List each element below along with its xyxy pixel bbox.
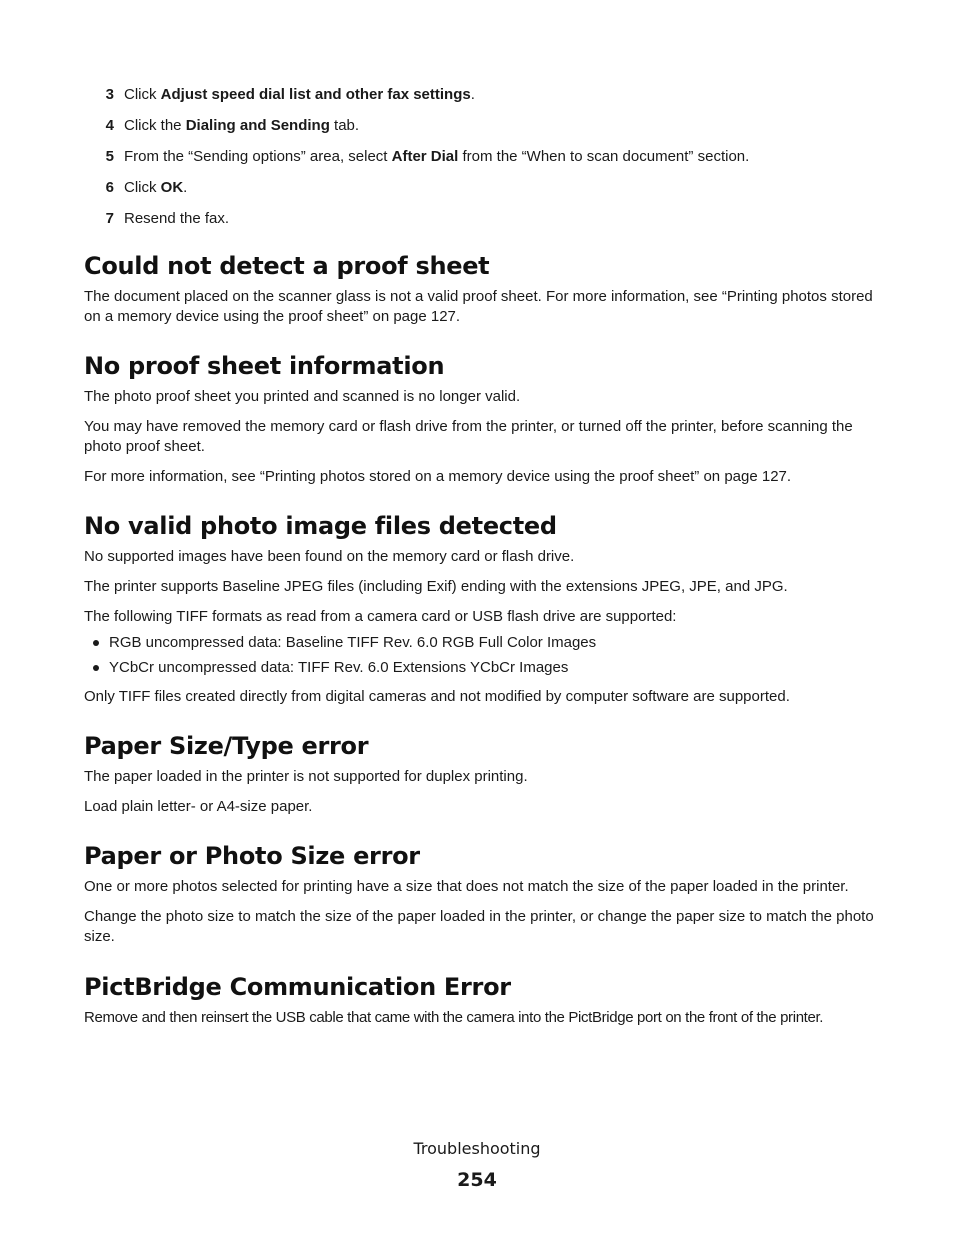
section-heading: Paper Size/Type error — [84, 732, 369, 760]
section-pictbridge — [84, 972, 884, 1028]
ui-label: After Dial — [391, 148, 459, 165]
section-no-valid-photo — [84, 511, 884, 707]
step-item — [84, 209, 884, 240]
page-number: 254 — [457, 1169, 497, 1191]
section-proof-detect — [84, 251, 884, 327]
step-list — [84, 85, 884, 240]
paragraph: Change the photo size to match the size of the paper loaded in the printer, or change the paper size to match the photo size. — [84, 908, 874, 945]
paragraph: One or more photos selected for printing have a size that does not match the size of the paper loaded in the printer. — [84, 878, 849, 895]
paragraph: The paper loaded in the printer is not supported for duplex printing. — [84, 768, 528, 785]
paragraph: The printer supports Baseline JPEG files (including Exif) ending with the extensions JPEG, JPE, and JPG. — [84, 578, 788, 595]
step-text: Click OK. — [124, 179, 188, 196]
list-item: RGB uncompressed data: Baseline TIFF Rev. 6.0 RGB Full Color Images — [84, 633, 884, 658]
section-paper-photo-size — [84, 841, 884, 947]
step-number: 7 — [105, 210, 114, 227]
section-heading: Could not detect a proof sheet — [84, 252, 490, 280]
step-number: 4 — [105, 117, 114, 134]
section-heading: PictBridge Communication Error — [84, 973, 511, 1001]
step-text: From the “Sending options” area, select After Dial from the “When to scan document” section. — [124, 148, 750, 165]
paragraph: The following TIFF formats as read from a camera card or USB flash drive are supported: — [84, 608, 677, 625]
ui-label: Adjust speed dial list and other fax settings — [160, 86, 471, 103]
step-item — [84, 85, 884, 116]
paragraph: Remove and then reinsert the USB cable that came with the camera into the PictBridge port on the front of the printer. — [84, 1009, 824, 1026]
step-text: Resend the fax. — [124, 210, 230, 227]
tiff-format-list — [84, 633, 884, 683]
paragraph: The photo proof sheet you printed and scanned is no longer valid. — [84, 388, 521, 405]
step-item — [84, 147, 884, 178]
paragraph: No supported images have been found on the memory card or flash drive. — [84, 548, 575, 565]
list-item: YCbCr uncompressed data: TIFF Rev. 6.0 Extensions YCbCr Images — [84, 658, 884, 683]
section-paper-size-type — [84, 731, 884, 817]
section-heading: No proof sheet information — [84, 352, 445, 380]
paragraph: Only TIFF files created directly from digital cameras and not modified by computer software are supported. — [84, 688, 790, 705]
paragraph: The document placed on the scanner glass is not a valid proof sheet. For more information, see “Printing photos stored on a memory device using the proof sheet” on page 127. — [84, 288, 873, 325]
step-text: Click the Dialing and Sending tab. — [124, 117, 360, 134]
step-item — [84, 116, 884, 147]
section-no-proof-info — [84, 351, 884, 487]
step-text: Click Adjust speed dial list and other fax settings. — [124, 86, 475, 103]
paragraph: You may have removed the memory card or flash drive from the printer, or turned off the printer, before scanning the photo proof sheet. — [84, 418, 853, 455]
paragraph: Load plain letter- or A4-size paper. — [84, 798, 313, 815]
step-number: 5 — [105, 148, 114, 165]
section-heading: Paper or Photo Size error — [84, 842, 420, 870]
step-number: 6 — [105, 179, 114, 196]
page-footer — [0, 1138, 954, 1193]
ui-label: Dialing and Sending — [185, 117, 330, 134]
paragraph: For more information, see “Printing photos stored on a memory device using the proof sheet” on page 127. — [84, 468, 792, 485]
chapter-title: Troubleshooting — [413, 1139, 541, 1158]
ui-label: OK — [160, 179, 184, 196]
step-number: 3 — [105, 86, 114, 103]
step-item — [84, 178, 884, 209]
section-heading: No valid photo image files detected — [84, 512, 557, 540]
